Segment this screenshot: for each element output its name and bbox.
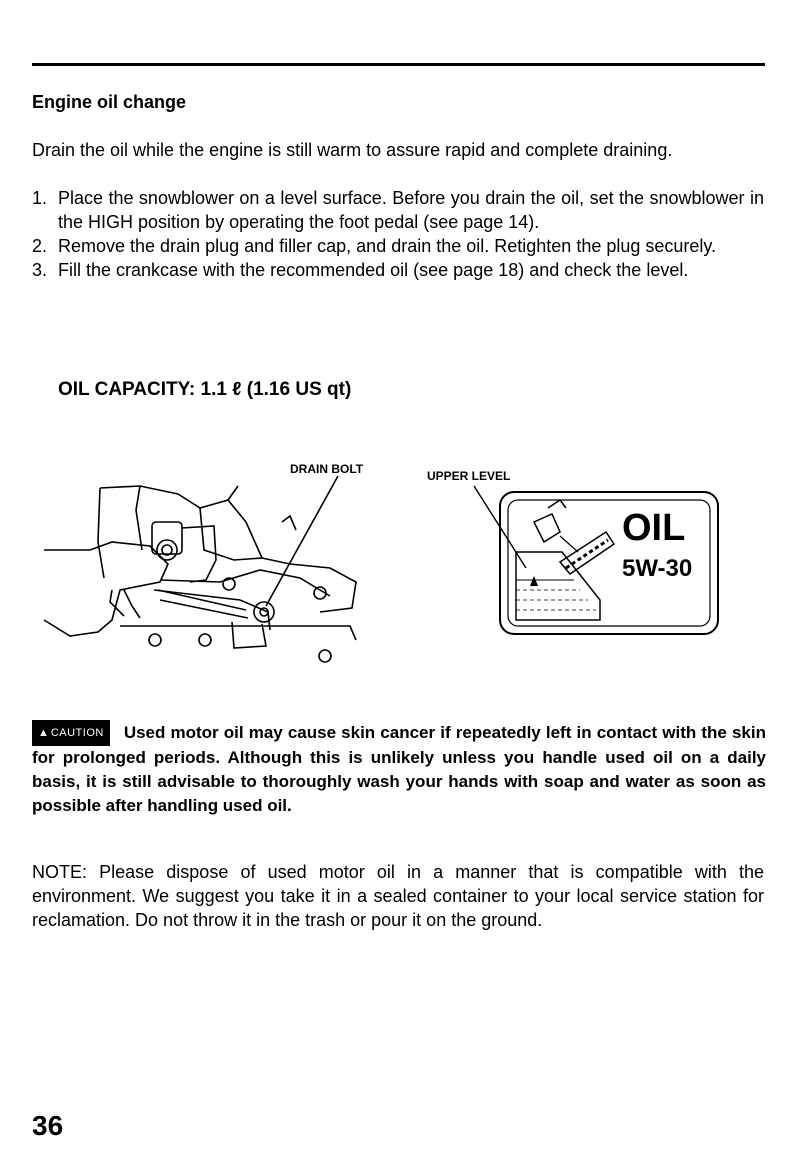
step-text: Fill the crankcase with the recommended oil (see page 18) and check the level. xyxy=(58,260,689,280)
note-paragraph: NOTE: Please dispose of used motor oil in a manner that is compatible with the environment. We suggest you take it in a sealed container to your local service station for reclamation. Do not throw it in the trash or pour it on the ground. xyxy=(32,862,764,930)
step-text: Remove the drain plug and filler cap, and drain the oil. Retighten the plug securely. xyxy=(58,236,717,256)
oil-capacity: OIL CAPACITY: 1.1 ℓ (1.16 US qt) xyxy=(58,379,352,400)
step-item xyxy=(32,186,764,234)
step-number: 3. xyxy=(32,260,48,280)
intro-paragraph: Drain the oil while the engine is still warm to assure rapid and complete draining. xyxy=(32,140,673,160)
engine-drawing xyxy=(44,476,356,662)
step-text: Place the snowblower on a level surface. Before you drain the oil, set the snowblower in the HIGH position by operating the foot pedal (see page 14). xyxy=(58,188,764,232)
page-number: 36 xyxy=(32,1110,64,1141)
step-item xyxy=(32,258,764,282)
oil-label-word: OIL xyxy=(622,507,686,549)
oil-drain-figure xyxy=(0,450,808,690)
step-item xyxy=(32,234,764,258)
step-number: 2. xyxy=(32,236,48,256)
caution-badge-label: CAUTION xyxy=(50,727,104,739)
caution-text: Used motor oil may cause skin cancer if repeatedly left in contact with the skin for prolonged periods. Although this is unlikely unless you handle used oil on a daily basis, it is still advisable to thoroughly wash your hands with soap and water as soon as possible after handling used oil. xyxy=(32,723,766,815)
steps-list xyxy=(32,186,764,282)
caution-badge: ▲ CAUTION xyxy=(32,720,110,746)
top-rule xyxy=(32,63,765,66)
upper-level-label: UPPER LEVEL xyxy=(427,469,511,483)
oil-label-grade: 5W-30 xyxy=(622,555,693,582)
drain-bolt-label: DRAIN BOLT xyxy=(290,462,364,476)
caution-block xyxy=(32,720,766,818)
section-title: Engine oil change xyxy=(32,92,187,112)
step-number: 1. xyxy=(32,188,48,208)
oil-label-drawing xyxy=(474,486,718,634)
